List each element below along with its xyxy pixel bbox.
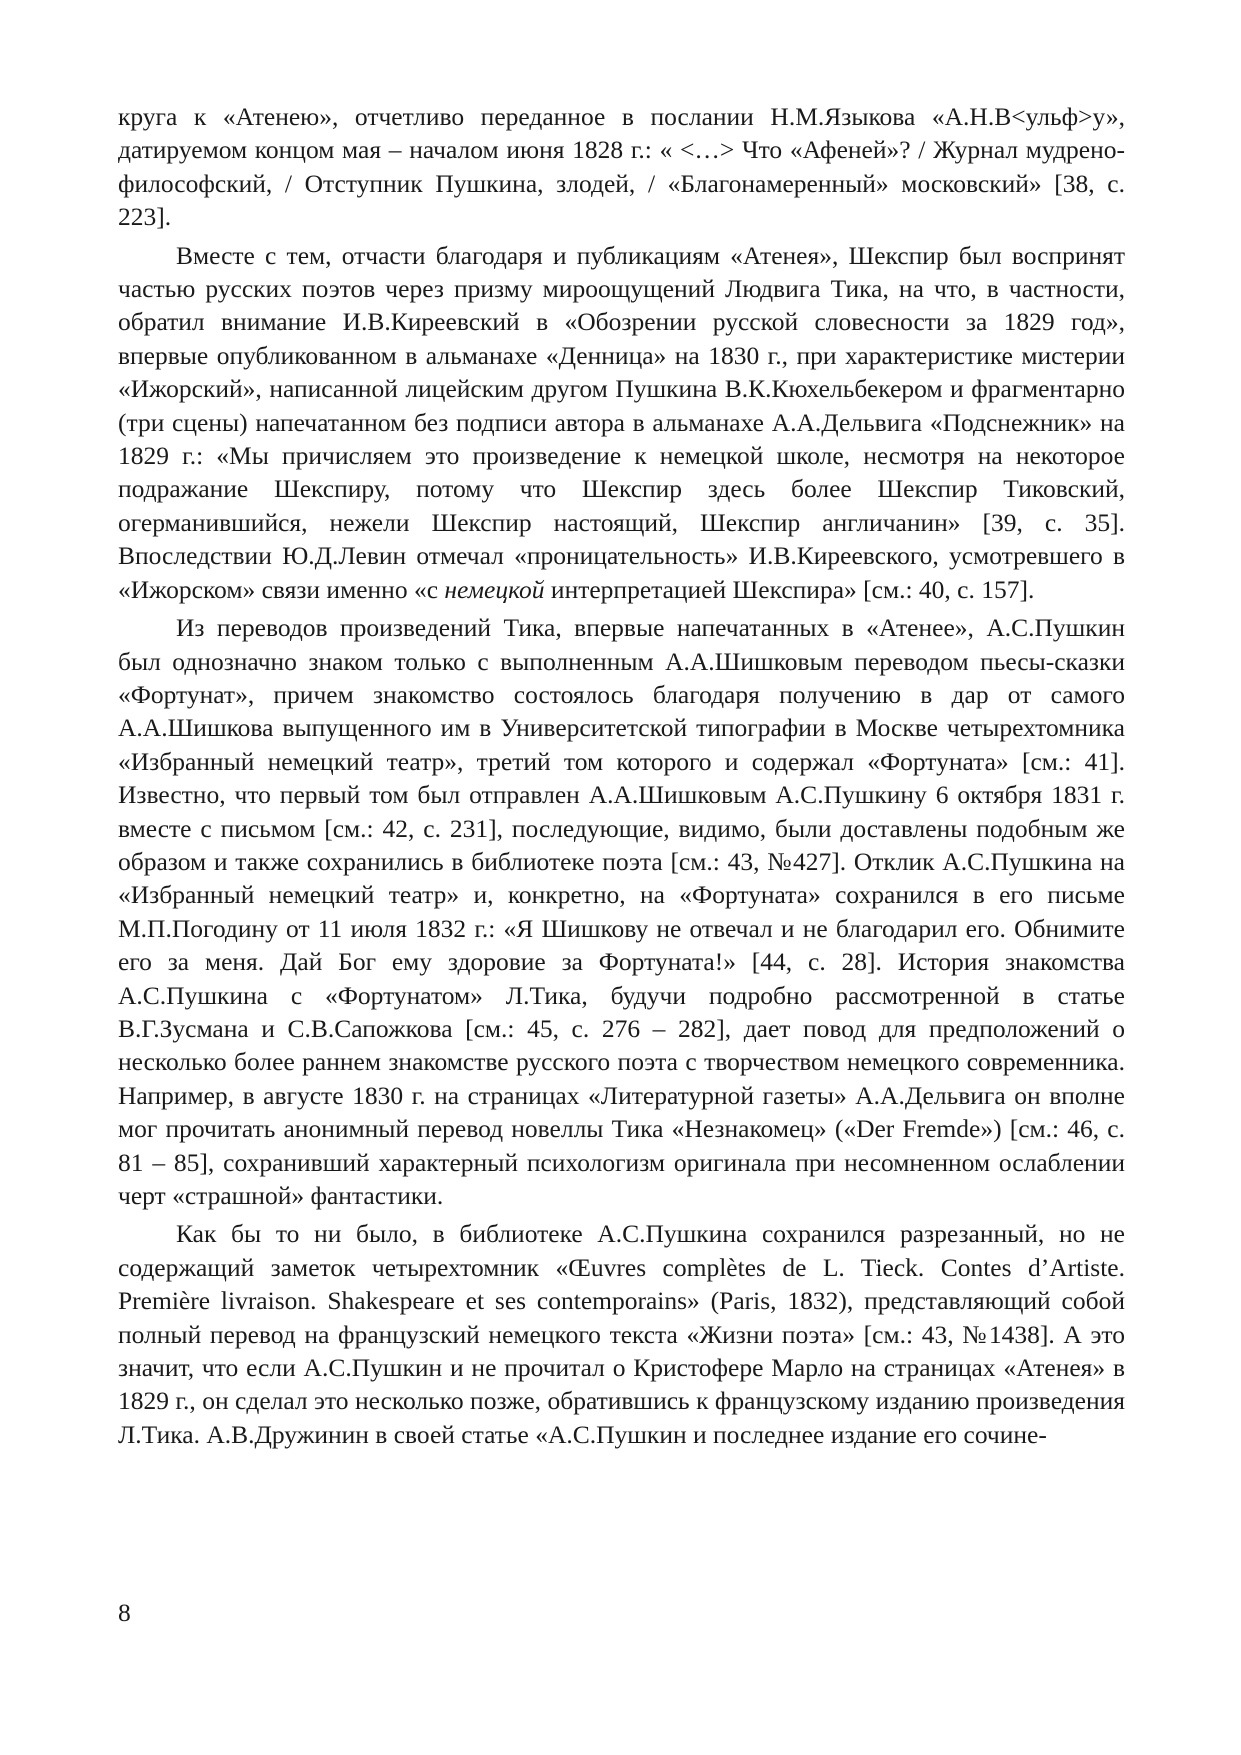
paragraph [118, 611, 1125, 1212]
text-run: Как бы то ни было, в библиотеке А.С.Пушкина сохранился разрезанный, но не содержащий заметок четырехтомник «Œuvres complètes de L. Tieck. Contes d’Artiste. Première livraison. Shakespeare et ses contemporains» (Paris, 1832), представляющий собой полный перевод на французский немецкого текста «Жизни поэта» [см.: 43, №1438]. А это значит, что если А.С.Пушкин и не прочитал о Кристофере Марло на страницах «Атенея» в 1829 г., он сделал это несколько позже, обратившись к французскому изданию произведения Л.Тика. А.В.Дружинин в своей статье «А.С.Пушкин и последнее издание его сочине- [118, 1219, 1125, 1449]
italic-text-run: немецкой [444, 574, 545, 604]
paragraph [118, 100, 1125, 234]
paragraph [118, 1217, 1125, 1451]
text-run: интерпретацией Шекспира» [см.: 40, с. 157]. [544, 574, 1035, 604]
paragraph [118, 239, 1125, 606]
text-run: Вместе с тем, отчасти благодаря и публикациям «Атенея», Шекспир был воспринят частью русских поэтов через призму мироощущений Людвига Тика, на что, в частности, обратил внимание И.В.Киреевский в «Обозрении русской словесности за 1829 год», впервые опубликованном в альманахе «Денница» на 1830 г., при характеристике мистерии «Ижорский», написанной лицейским другом Пушкина В.К.Кюхельбекером и фрагментарно (три сцены) напечатанном без подписи автора в альманахе А.А.Дельвига «Подснежник» на 1829 г.: «Мы причисляем это произведение к немецкой школе, несмотря на некоторое подражание Шекспиру, потому что Шекспир здесь более Шекспир Тиковский, огерманившийся, нежели Шекспир настоящий, Шекспир англичанин» [39, с. 35]. Впоследствии Ю.Д.Левин отмечал «проницательность» И.В.Киреевского, усмотревшего в «Ижорском» связи именно «с [118, 240, 1125, 604]
text-run: Из переводов произведений Тика, впервые напечатанных в «Атенее», А.С.Пушкин был однозначно знаком только с выполненным А.А.Шишковым переводом пьесы-сказки «Фортунат», причем знакомство состоялось благодаря получению в дар от самого А.А.Шишкова выпущенного им в Университетской типографии в Москве четырехтомника «Избранный немецкий театр», третий том которого и содержал «Фортуната» [см.: 41]. Известно, что первый том был отправлен А.А.Шишковым А.С.Пушкину 6 октября 1831 г. вместе с письмом [см.: 42, с. 231], последующие, видимо, были доставлены подобным же образом и также сохранились в библиотеке поэта [см.: 43, №427]. Отклик А.С.Пушкина на «Избранный немецкий театр» и, конкретно, на «Фортуната» сохранился в его письме М.П.Погодину от 11 июля 1832 г.: «Я Шишкову не отвечал и не благодарил его. Обнимите его за меня. Дай Бог ему здоровие за Фортуната!» [44, с. 28]. История знакомства А.С.Пушкина с «Фортунатом» Л.Тика, будучи подробно рассмотренной в статье В.Г.Зусмана и С.В.Сапожкова [см.: 45, с. 276 – 282], дает повод для предположений о несколько более раннем знакомстве русского поэта с творчеством немецкого современника. Например, в августе 1830 г. на страницах «Литературной газеты» А.А.Дельвига он вполне мог прочитать анонимный перевод новеллы Тика «Незнакомец» («Der Fremde») [см.: 46, с. 81 – 85], сохранивший характерный психологизм оригинала при несомненном ослаблении черт «страшной» фантастики. [118, 613, 1125, 1210]
page-body [118, 100, 1125, 1456]
text-run: круга к «Атенею», отчетливо переданное в послании Н.М.Языкова «А.Н.В<ульф>у», датируемом концом мая – началом июня 1828 г.: « <…> Что «Афеней»? / Журнал мудрено-философский, / Отступник Пушкина, злодей, / «Благонамеренный» московский» [38, с. 223]. [118, 102, 1125, 232]
page-number: 8 [118, 1598, 131, 1627]
